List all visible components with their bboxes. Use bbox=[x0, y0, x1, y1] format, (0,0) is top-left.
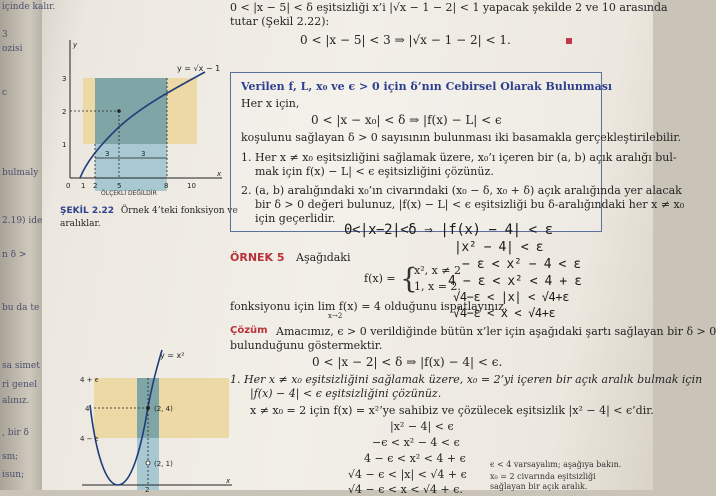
top-formula: 0 < |x − 5| < 3 ⇒ |√x − 1 − 2| < 1. bbox=[300, 33, 511, 47]
fig223-point-label: (2, 1) bbox=[154, 460, 173, 468]
prev-page-line: içinde kalır. bbox=[2, 2, 56, 12]
fig222-x-tick: 1 bbox=[81, 182, 86, 190]
fig222-overlap bbox=[95, 78, 167, 144]
fig222-scale-note: ÖLÇEKLİ DEĞİLDİR bbox=[101, 190, 157, 197]
prev-page-line: 2.19) ide bbox=[2, 216, 43, 226]
handwriting-line: − ε < x² − 4 < ε bbox=[462, 257, 581, 272]
prev-page-line: sm; bbox=[2, 452, 19, 462]
book-page bbox=[42, 0, 716, 496]
procedure-box bbox=[230, 72, 685, 232]
side-note: ϵ < 4 varsayalım; aşağıya bakın. bbox=[490, 460, 622, 469]
fig222-caption bbox=[60, 206, 238, 216]
fig223-y-tick: 4 bbox=[85, 405, 90, 413]
handwriting-line: √4−ε < x < √4+ε bbox=[453, 306, 556, 320]
prev-page-line: sa simet bbox=[2, 361, 40, 371]
fig222-x-axis-label: x bbox=[217, 170, 222, 178]
fig223-curve-label: y = x² bbox=[160, 351, 185, 360]
box-step1: mak için f(x) − L| < ϵ eşitsizliğini çözünüz. bbox=[255, 165, 494, 178]
fig222-caption-line2: aralıklar. bbox=[60, 219, 101, 229]
box-line: koşulunu sağlayan δ > 0 sayısının bulunması iki basamakla gerçekleştirilebilir. bbox=[241, 131, 681, 144]
prev-page-line: alınız. bbox=[2, 396, 30, 406]
solution-equation: 4 − ϵ < x² < 4 + ϵ bbox=[364, 452, 466, 465]
side-note: x₀ = 2 civarında eşitsizliği bbox=[490, 472, 596, 481]
fig222-point bbox=[117, 109, 121, 113]
fig222-x-tick: 10 bbox=[187, 182, 196, 190]
fig222-y-tick: 3 bbox=[62, 75, 67, 83]
fig222-interval-label: 3 bbox=[141, 150, 146, 158]
handwriting-line: 0<|x−2|<δ ⇒ |f(x) − 4| < ε bbox=[344, 222, 553, 238]
example5-intro: Aşağıdaki bbox=[296, 251, 351, 264]
solution-equation: −ϵ < x² − 4 < ϵ bbox=[372, 436, 460, 449]
fig223-point-label: (2, 4) bbox=[154, 405, 173, 413]
piecewise-brace: { bbox=[400, 262, 418, 295]
fig223-x-tick: 2 bbox=[145, 486, 150, 494]
solution-equation: √4 − ϵ < x < √4 + ϵ. bbox=[348, 483, 463, 496]
example5-fx: f(x) = bbox=[364, 272, 396, 285]
example5-case: 1, x = 2. bbox=[414, 280, 461, 293]
handwriting-line: |x² − 4| < ε bbox=[454, 240, 544, 255]
fig222-y-tick: 2 bbox=[62, 108, 67, 116]
solution-step1: |f(x) − 4| < ϵ eşitsizliğini çözünüz. bbox=[250, 387, 442, 400]
prev-page-line: , bir δ bbox=[2, 428, 29, 438]
box-step2: bir δ > 0 değeri bulunuz, |f(x) − L| < ϵ eşitsizliği bu δ-aralığındaki her x ≠ x₀ bbox=[255, 198, 685, 211]
box-step1: 1. Her x ≠ x₀ eşitsizliğini sağlamak üzere, x₀’ı içeren bir (a, b) açık aralığı bul- bbox=[241, 151, 677, 164]
fig223-y-tick: 4 − ϵ bbox=[80, 435, 100, 443]
example5-line: fonksiyonu için lim f(x) = 4 olduğunu ispatlayınız. bbox=[230, 300, 508, 313]
prev-page-line: isun; bbox=[2, 470, 25, 480]
fig223-x-axis-label: x bbox=[226, 477, 231, 485]
solution-formula: 0 < |x − 2| < δ ⇒ |f(x) − 4| < ϵ. bbox=[312, 355, 503, 369]
fig223-y-tick: 4 + ϵ bbox=[80, 376, 100, 384]
previous-page-edge bbox=[0, 0, 56, 490]
top-text-line: tutar (Şekil 2.22): bbox=[230, 15, 330, 28]
prev-page-line: ri genel bbox=[2, 380, 38, 390]
box-title: Verilen f, L, x₀ ve ϵ > 0 için δ’nın Cebirsel Olarak Bulunması bbox=[241, 80, 613, 93]
solution-line: x ≠ x₀ = 2 için f(x) = x²’ye sahibiz ve çözülecek eşitsizlik |x² − 4| < ϵ’dir. bbox=[250, 404, 654, 417]
box-step2: 2. (a, b) aralığındaki x₀’ın civarındaki (x₀ − δ, x₀ + δ) açık aralığında yer alacak bbox=[241, 184, 682, 197]
solution-step1: 1. Her x ≠ x₀ eşitsizliğini sağlamak üzere, x₀ = 2’yi içeren bir açık aralık bulmak için bbox=[230, 373, 703, 386]
solution-equation: |x² − 4| < ϵ bbox=[390, 420, 454, 433]
fig222-x-tick: 5 bbox=[117, 182, 122, 190]
prev-page-line: n δ > bbox=[2, 250, 27, 260]
example5-case: x², x ≠ 2 bbox=[414, 264, 462, 277]
figure-2-23 bbox=[80, 345, 232, 494]
red-marker bbox=[566, 38, 572, 44]
fig223-point bbox=[146, 461, 150, 465]
solution-equation: √4 − ϵ < |x| < √4 + ϵ bbox=[348, 468, 467, 481]
side-note: sağlayan bir açık aralık. bbox=[490, 482, 588, 491]
prev-page-line: c bbox=[2, 88, 8, 98]
limit-subscript: x→2 bbox=[328, 312, 343, 320]
prev-page-line: 3 bbox=[2, 30, 8, 40]
solution-line: bulunduğunu göstermektir. bbox=[230, 339, 383, 352]
top-text-line: 0 < |x − 5| < δ eşitsizliği x’i |√x − 1 − 2| < 1 yapacak şekilde 2 ve 10 arasında bbox=[230, 1, 668, 14]
box-step2: için geçerlidir. bbox=[255, 212, 336, 225]
prev-page-line: ozisi bbox=[2, 44, 23, 54]
handwriting-line: 4 − ε < x² < 4 + ε bbox=[448, 274, 582, 289]
box-intro: Her x için, bbox=[241, 97, 300, 110]
handwriting-line: √4−ε < |x| < √4+ε bbox=[453, 290, 570, 304]
fig222-x-tick: 8 bbox=[164, 182, 169, 190]
fig222-y-axis-label: y bbox=[73, 41, 78, 49]
fig222-x-tick: 2 bbox=[93, 182, 98, 190]
solution-label: Çözüm bbox=[230, 325, 268, 336]
solution-line: Amacımız, ϵ > 0 verildiğinde bütün x’ler için aşağıdaki şartı sağlayan bir δ > 0 bbox=[276, 325, 716, 338]
box-formula: 0 < |x − x₀| < δ ⇒ |f(x) − L| < ϵ bbox=[311, 113, 502, 127]
fig222-caption-text: Örnek 4’teki fonksiyon ve bbox=[120, 206, 238, 216]
fig223-point bbox=[146, 406, 150, 410]
fig222-x-tick: 0 bbox=[66, 182, 71, 190]
prev-page-line: bulmaly bbox=[2, 168, 39, 178]
figure-2-22 bbox=[57, 40, 227, 195]
fig222-y-tick: 1 bbox=[62, 141, 67, 149]
fig222-curve-label: y = √x − 1 bbox=[177, 64, 221, 73]
example5-heading: ÖRNEK 5 bbox=[230, 251, 285, 264]
prev-page-line: bu da te bbox=[2, 303, 40, 313]
fig222-interval-label: 3 bbox=[105, 150, 110, 158]
fig222-caption-number: ŞEKİL 2.22 bbox=[60, 206, 115, 216]
